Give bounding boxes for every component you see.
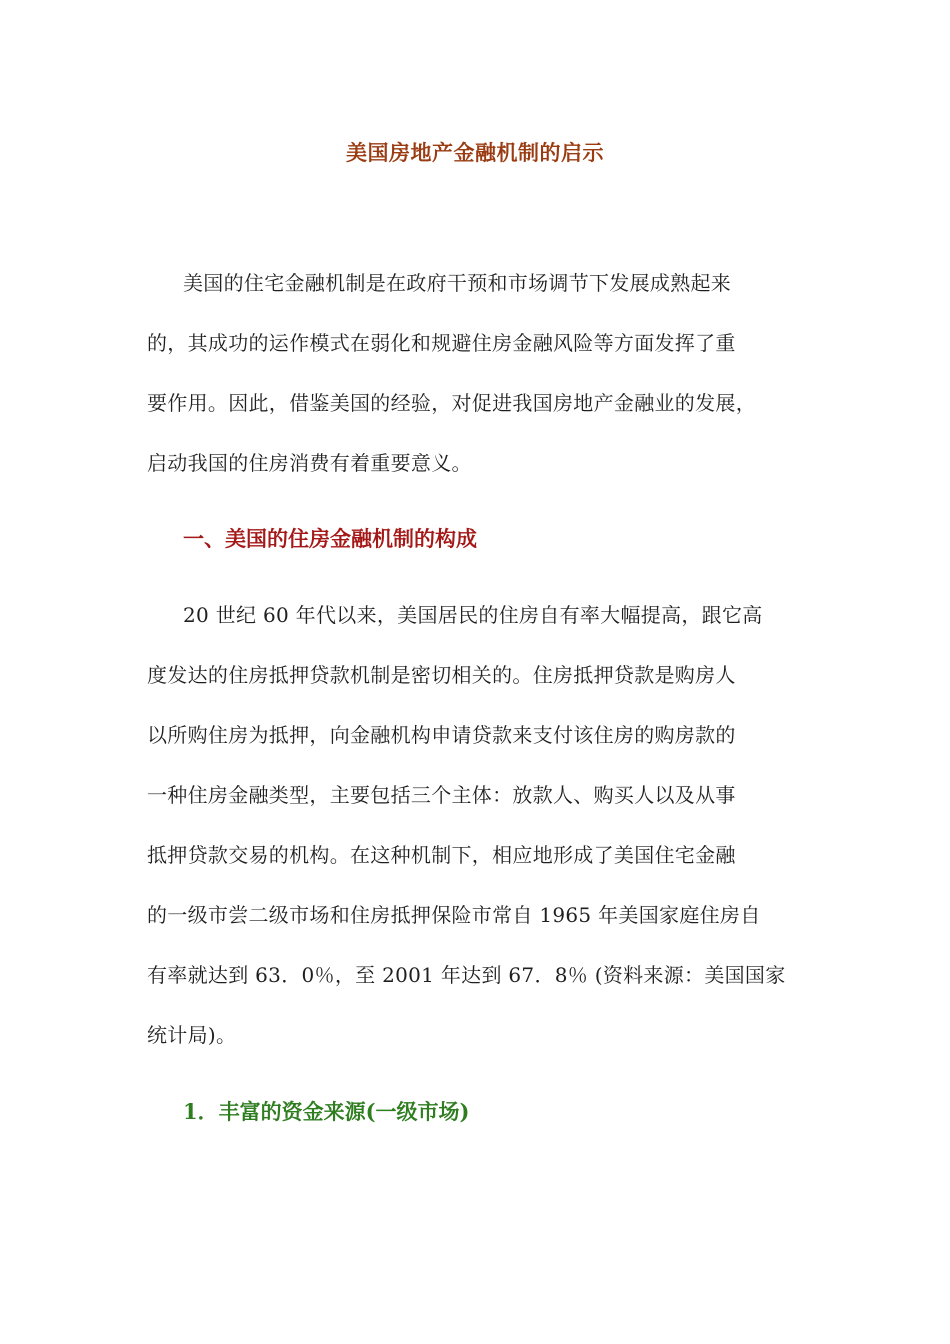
paragraph-line: 抵押贷款交易的机构。在这种机制下，相应地形成了美国住宅金融 (147, 843, 736, 867)
document-title: 美国房地产金融机制的启示 (346, 140, 604, 165)
paragraph-line: 美国的住宅金融机制是在政府干预和市场调节下发展成熟起来 (183, 271, 732, 295)
intro-paragraph (147, 253, 807, 493)
paragraph-line: 要作用。因此，借鉴美国的经验，对促进我国房地产金融业的发展， (147, 391, 756, 415)
paragraph-line: 的一级市尝二级市场和住房抵押保险市常自 1965 年美国家庭住房自 (147, 903, 761, 927)
paragraph-line: 启动我国的住房消费有着重要意义。 (147, 451, 472, 475)
paragraph-line: 一种住房金融类型，主要包括三个主体：放款人、购买人以及从事 (147, 783, 736, 807)
paragraph-line: 20 世纪 60 年代以来，美国居民的住房自有率大幅提高，跟它高 (183, 603, 763, 627)
section-heading: 一、美国的住房金融机制的构成 (183, 526, 477, 551)
paragraph-line: 有率就达到 63．0％，至 2001 年达到 67．8％ (资料来源：美国国家 (147, 963, 786, 987)
body-paragraph (147, 585, 807, 1065)
subsection-heading: 1．丰富的资金来源(一级市场) (183, 1099, 470, 1124)
paragraph-line: 的，其成功的运作模式在弱化和规避住房金融风险等方面发挥了重 (147, 331, 736, 355)
paragraph-line: 以所购住房为抵押，向金融机构申请贷款来支付该住房的购房款的 (147, 723, 736, 747)
paragraph-line: 度发达的住房抵押贷款机制是密切相关的。住房抵押贷款是购房人 (147, 663, 736, 687)
paragraph-line: 统计局)。 (147, 1023, 237, 1047)
